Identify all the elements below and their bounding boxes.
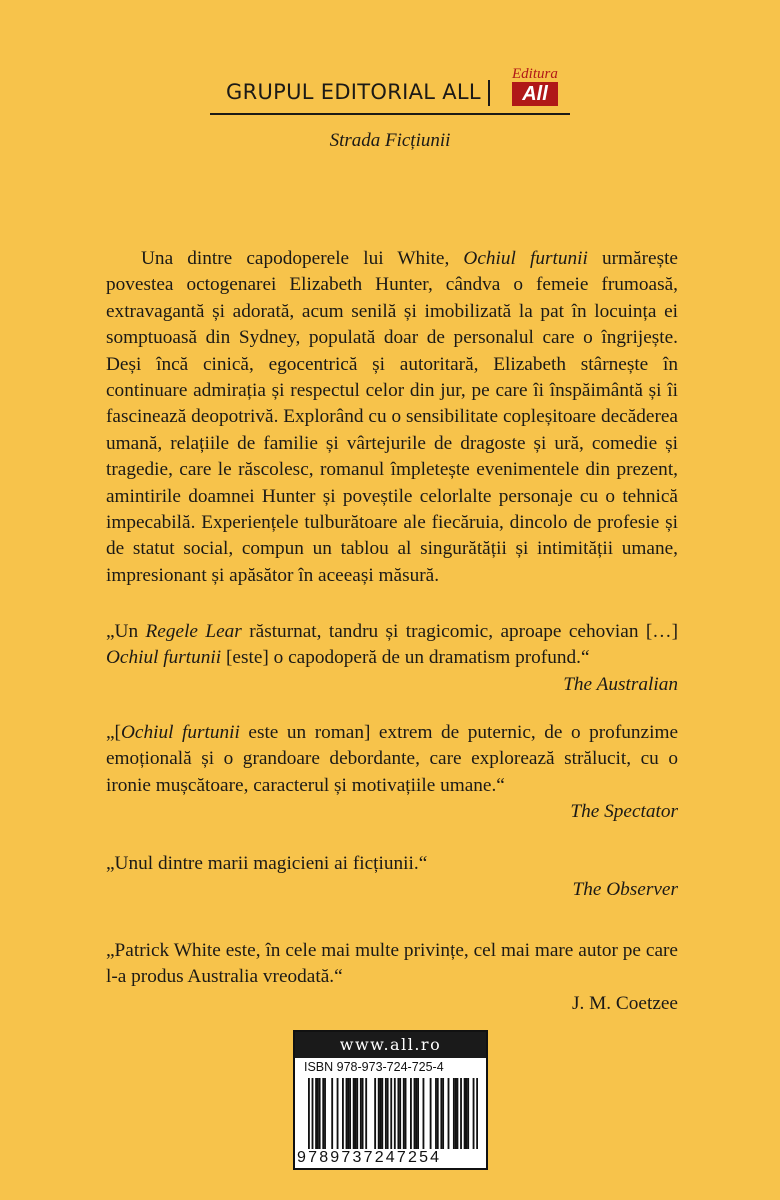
barcode-bar [405, 1078, 407, 1152]
barcode-bar [397, 1078, 399, 1152]
barcode-bar [317, 1078, 319, 1152]
review-quote-text: „Un Regele Lear răsturnat, tandru și tragicomic, aproape cehovian […] Ochiul furtunii [este] o capodoperă de un dramatism profund.“ [106, 621, 678, 669]
barcode-bar [356, 1078, 358, 1152]
barcode-bar [322, 1078, 324, 1152]
barcode-bar [387, 1078, 389, 1152]
barcode-bar [347, 1078, 349, 1152]
logo-brand: All [512, 82, 558, 106]
barcode-bar [308, 1078, 310, 1152]
review-quote-text: „[Ochiul furtunii este un roman] extrem de puternic, de o profunzime emoțională și o grandoare debordante, care explorează strălucit, cu o ironie mușcătoare, caracterul și motivațiile umane.“ [106, 722, 678, 796]
barcode-bar [464, 1078, 466, 1152]
barcode-bar [423, 1078, 425, 1152]
barcode-bar [390, 1078, 392, 1152]
barcode-bar [440, 1078, 442, 1152]
barcode-bar [319, 1078, 321, 1152]
barcode-bar [435, 1078, 437, 1152]
barcode-bar [473, 1078, 475, 1152]
barcode-bar [337, 1078, 339, 1152]
barcode-bar [399, 1078, 401, 1152]
barcode-bar [467, 1078, 469, 1152]
barcode-bar [457, 1078, 459, 1152]
barcode-bar [385, 1078, 387, 1152]
barcode-bar [362, 1078, 364, 1152]
blurb-body: urmărește povestea octogenarei Elizabeth Hunter, cândva o femeie frumoasă, extravagantă și adorată, acum senilă și imobilizată la pat în locuința ei somptuoasă din Sydney, populată doar de personalul care o îngrijește. Deși încă cinică, egocentrică și autoritară, Elizabeth stârnește în continuare admirația și respectul celor din jur, pe care îi înspăimântă și îi fascinează deopotrivă. Explorând cu o sensibilitate copleșitoare decăderea umană, relațiile de familie și vârtejurile de dragoste și ură, comedie și tragedie, care le răscolesc, romanul împletește evenimentele din prezent, amintirile doamnei Hunter și poveștile celorlalte personaje cu o tehnică impecabilă. Experiențele tulburătoare ale fiecăruia, dincolo de profesie și de statut social, compun un tablou al singurătății și intimității umane, impresionant și apăsător în aceeași măsură. [106, 248, 678, 586]
barcode-bar [381, 1078, 383, 1152]
imprint-title: Strada Ficțiunii [329, 130, 451, 151]
barcode-bar [453, 1078, 455, 1152]
barcode-bar [353, 1078, 355, 1152]
header-separator [488, 80, 490, 106]
barcode-bar [430, 1078, 432, 1152]
review-source: The Observer [572, 879, 678, 901]
barcode-bar [312, 1078, 314, 1152]
barcode-bar [403, 1078, 405, 1152]
barcode-bar [355, 1078, 357, 1152]
barcode-bar [410, 1078, 412, 1152]
barcode-bar [465, 1078, 467, 1152]
blurb-intro: Una dintre capodoperele lui White, [141, 248, 464, 269]
review-quote-text: „Unul dintre marii magicieni ai ficțiunii.“ [106, 853, 428, 874]
publisher-name: GRUPUL EDITORIAL ALL [226, 80, 481, 104]
barcode-bar [460, 1078, 462, 1152]
publisher-header [210, 66, 570, 114]
barcode-digits: 9789737247254 [297, 1149, 483, 1167]
logo-script: Editura [512, 66, 558, 82]
blurb-book-title: Ochiul furtunii [463, 248, 588, 269]
barcode-bar [331, 1078, 333, 1152]
barcode-bar [315, 1078, 317, 1152]
barcode-bar [415, 1078, 417, 1152]
review-quote [106, 938, 678, 1017]
barcode-bar [476, 1078, 478, 1152]
barcode-bar [380, 1078, 382, 1152]
barcode-bar [442, 1078, 444, 1152]
barcode-bar [360, 1078, 362, 1152]
barcode-bars [308, 1078, 478, 1152]
barcode-bar [455, 1078, 457, 1152]
header-rule [210, 113, 570, 115]
review-quote-text: „Patrick White este, în cele mai multe privințe, cel mai mare autor pe care l-a produs Australia vreodată.“ [106, 940, 678, 988]
barcode-bar [324, 1078, 326, 1152]
isbn-barcode-box [293, 1030, 488, 1170]
review-source: The Spectator [570, 801, 678, 823]
barcode-bar [414, 1078, 416, 1152]
barcode-bar [349, 1078, 351, 1152]
barcode-bar [448, 1078, 450, 1152]
isbn-label: ISBN 978-973-724-725-4 [304, 1060, 444, 1074]
book-blurb [106, 246, 678, 589]
publisher-url: www.all.ro [295, 1032, 486, 1058]
review-quote [106, 720, 678, 826]
review-quote [106, 619, 678, 698]
review-source: The Australian [563, 673, 678, 695]
barcode-bar [374, 1078, 376, 1152]
barcode-bar [417, 1078, 419, 1152]
review-source: J. M. Coetzee [571, 992, 678, 1014]
publisher-logo [506, 66, 566, 112]
review-quote [106, 851, 678, 904]
barcode-bar [365, 1078, 367, 1152]
barcode-bar [346, 1078, 348, 1152]
barcode-bar [437, 1078, 439, 1152]
barcode-bar [342, 1078, 344, 1152]
barcode-bar [378, 1078, 380, 1152]
barcode-bar [394, 1078, 396, 1152]
